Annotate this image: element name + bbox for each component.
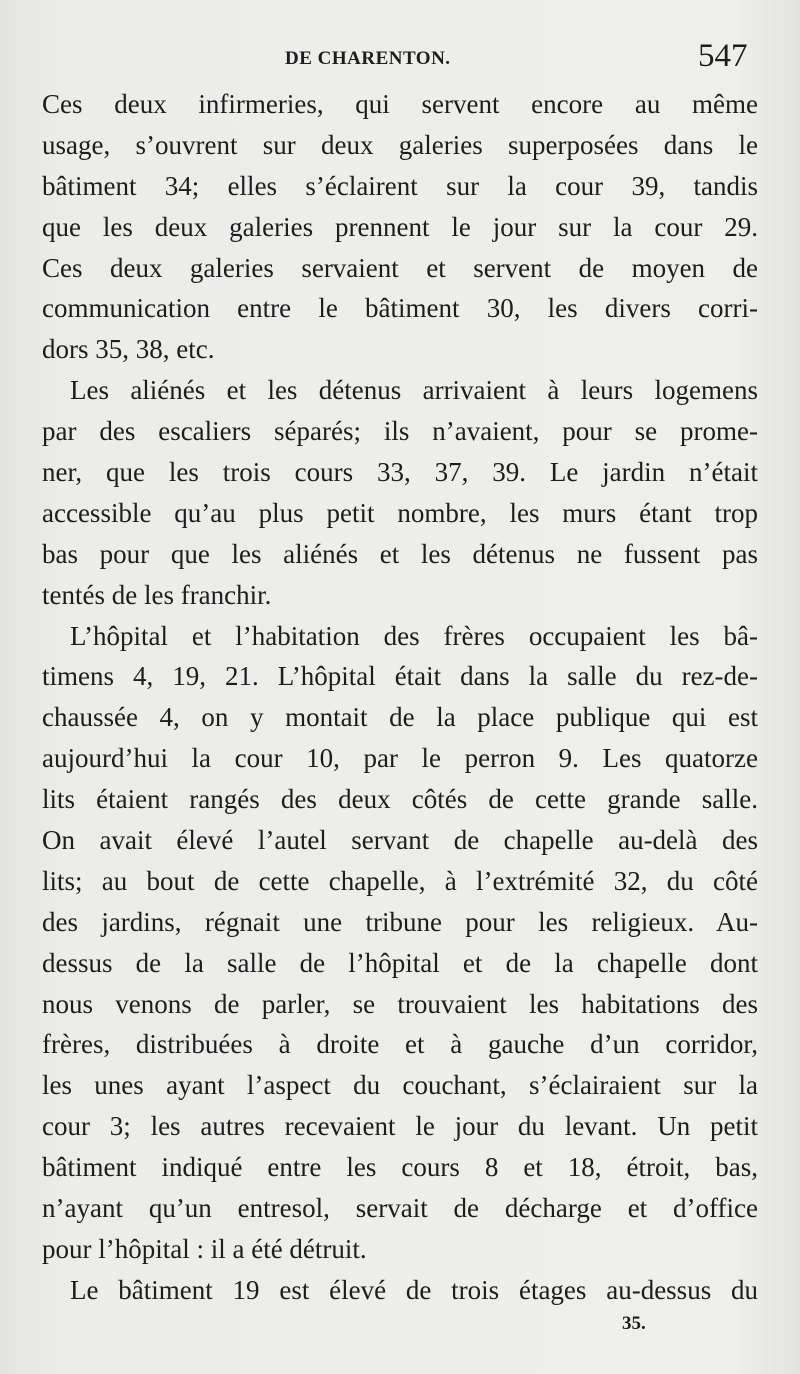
- text-line: lits étaient rangés des deux côtés de cette grande salle.: [42, 784, 758, 815]
- text-line: On avait élevé l’autel servant de chapelle au-delà des: [42, 825, 758, 856]
- text-line: dessus de la salle de l’hôpital et de la chapelle dont: [42, 947, 758, 978]
- text-line: tentés de les franchir.: [42, 579, 272, 610]
- text-line: aujourd’hui la cour 10, par le perron 9. Les quatorze: [42, 743, 758, 774]
- text-line: bâtiment 34; elles s’éclairent sur la cour 39, tandis: [42, 170, 758, 201]
- text-line: Ces deux galeries servaient et servent de moyen de: [42, 252, 758, 283]
- text-line: dors 35, 38, etc.: [42, 334, 215, 365]
- text-line: Ces deux infirmeries, qui servent encore au même: [42, 89, 758, 119]
- signature-mark: 35.: [622, 1313, 646, 1334]
- running-head: [0, 38, 800, 76]
- page-number: 547: [698, 38, 748, 74]
- text-line: accessible qu’au plus petit nombre, les murs étant trop: [42, 497, 758, 528]
- text-line: des jardins, régnait une tribune pour les religieux. Au-: [42, 906, 758, 937]
- running-head-title: DE CHARENTON.: [285, 48, 451, 69]
- text-line: Le bâtiment 19 est élevé de trois étages au-dessus du: [70, 1274, 758, 1305]
- text-line: usage, s’ouvrent sur deux galeries superposées dans le: [42, 129, 758, 160]
- text-line: Les aliénés et les détenus arrivaient à leurs logemens: [70, 375, 758, 406]
- text-line: L’hôpital et l’habitation des frères occupaient les bâ-: [70, 620, 758, 651]
- text-line: les unes ayant l’aspect du couchant, s’éclairaient sur la: [42, 1070, 758, 1101]
- text-line: lits; au bout de cette chapelle, à l’extrémité 32, du côté: [42, 865, 758, 896]
- text-line: nous venons de parler, se trouvaient les habitations des: [42, 988, 758, 1019]
- text-line: que les deux galeries prennent le jour sur la cour 29.: [42, 211, 758, 242]
- text-line: frères, distribuées à droite et à gauche d’un corridor,: [42, 1029, 758, 1060]
- text-line: ner, que les trois cours 33, 37, 39. Le jardin n’était: [42, 457, 758, 488]
- text-line: par des escaliers séparés; ils n’avaient, pour se prome-: [42, 416, 758, 447]
- text-line: cour 3; les autres recevaient le jour du levant. Un petit: [42, 1111, 758, 1142]
- text-line: timens 4, 19, 21. L’hôpital était dans la salle du rez-de-: [42, 661, 758, 692]
- body-text: [42, 84, 758, 1311]
- text-line: pour l’hôpital : il a été détruit.: [42, 1233, 367, 1264]
- text-line: communication entre le bâtiment 30, les divers corri-: [42, 293, 758, 324]
- text-line: bas pour que les aliénés et les détenus ne fussent pas: [42, 538, 758, 569]
- text-line: chaussée 4, on y montait de la place publique qui est: [42, 702, 758, 733]
- text-line: bâtiment indiqué entre les cours 8 et 18, étroit, bas,: [42, 1152, 758, 1183]
- text-line: n’ayant qu’un entresol, servait de décharge et d’office: [42, 1193, 758, 1224]
